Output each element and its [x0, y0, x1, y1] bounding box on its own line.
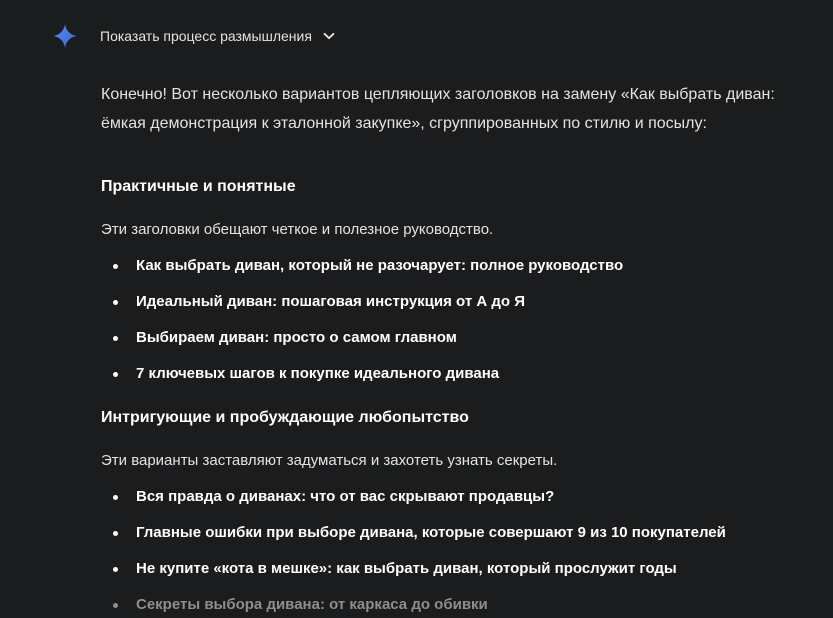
- list-item-text: 7 ключевых шагов к покупке идеального дивана: [136, 365, 500, 382]
- bullet: [113, 495, 118, 500]
- show-thinking-toggle[interactable]: [100, 28, 336, 44]
- list-item: [101, 327, 801, 363]
- list-item: [101, 291, 801, 327]
- list-item: [101, 363, 801, 399]
- bullet: [113, 603, 118, 608]
- bullet: [113, 336, 118, 341]
- response-body: [101, 80, 801, 618]
- list-item: [101, 558, 801, 594]
- gemini-sparkle-icon: [52, 23, 78, 49]
- response-header: [52, 22, 336, 50]
- list-item-text: Секреты выбора дивана: от каркаса до обивки: [136, 596, 488, 613]
- bullet: [113, 264, 118, 269]
- list-item-text: Идеальный диван: пошаговая инструкция от А до Я: [136, 293, 525, 310]
- chevron-down-icon: [322, 29, 336, 43]
- list-item-text: Как выбрать диван, который не разочарует: полное руководство: [136, 257, 624, 274]
- headline-list: [101, 255, 801, 399]
- bullet: [113, 567, 118, 572]
- section-title: Интригующие и пробуждающие любопытство: [101, 409, 469, 426]
- response-intro: Конечно! Вот несколько вариантов цепляющих заголовков на замену «Как выбрать диван: ёмкая демонстрация к эталонной закупке», сгруппированных по стилю и посылу:: [101, 86, 775, 132]
- list-item: [101, 594, 801, 618]
- list-item: [101, 522, 801, 558]
- list-item-text: Главные ошибки при выборе дивана, которые совершают 9 из 10 покупателей: [136, 524, 726, 541]
- bullet: [113, 300, 118, 305]
- section-description: Эти варианты заставляют задуматься и захотеть узнать секреты.: [101, 452, 558, 469]
- section-description: Эти заголовки обещают четкое и полезное руководство.: [101, 221, 494, 238]
- list-item-text: Не купите «кота в мешке»: как выбрать диван, который прослужит годы: [136, 560, 677, 577]
- headline-list: [101, 486, 801, 618]
- list-item: [101, 486, 801, 522]
- list-item-text: Вся правда о диванах: что от вас скрывают продавцы?: [136, 488, 555, 505]
- list-item: [101, 255, 801, 291]
- show-thinking-label: Показать процесс размышления: [100, 28, 312, 44]
- bullet: [113, 372, 118, 377]
- list-item-text: Выбираем диван: просто о самом главном: [136, 329, 457, 346]
- bullet: [113, 531, 118, 536]
- section-title: Практичные и понятные: [101, 178, 296, 195]
